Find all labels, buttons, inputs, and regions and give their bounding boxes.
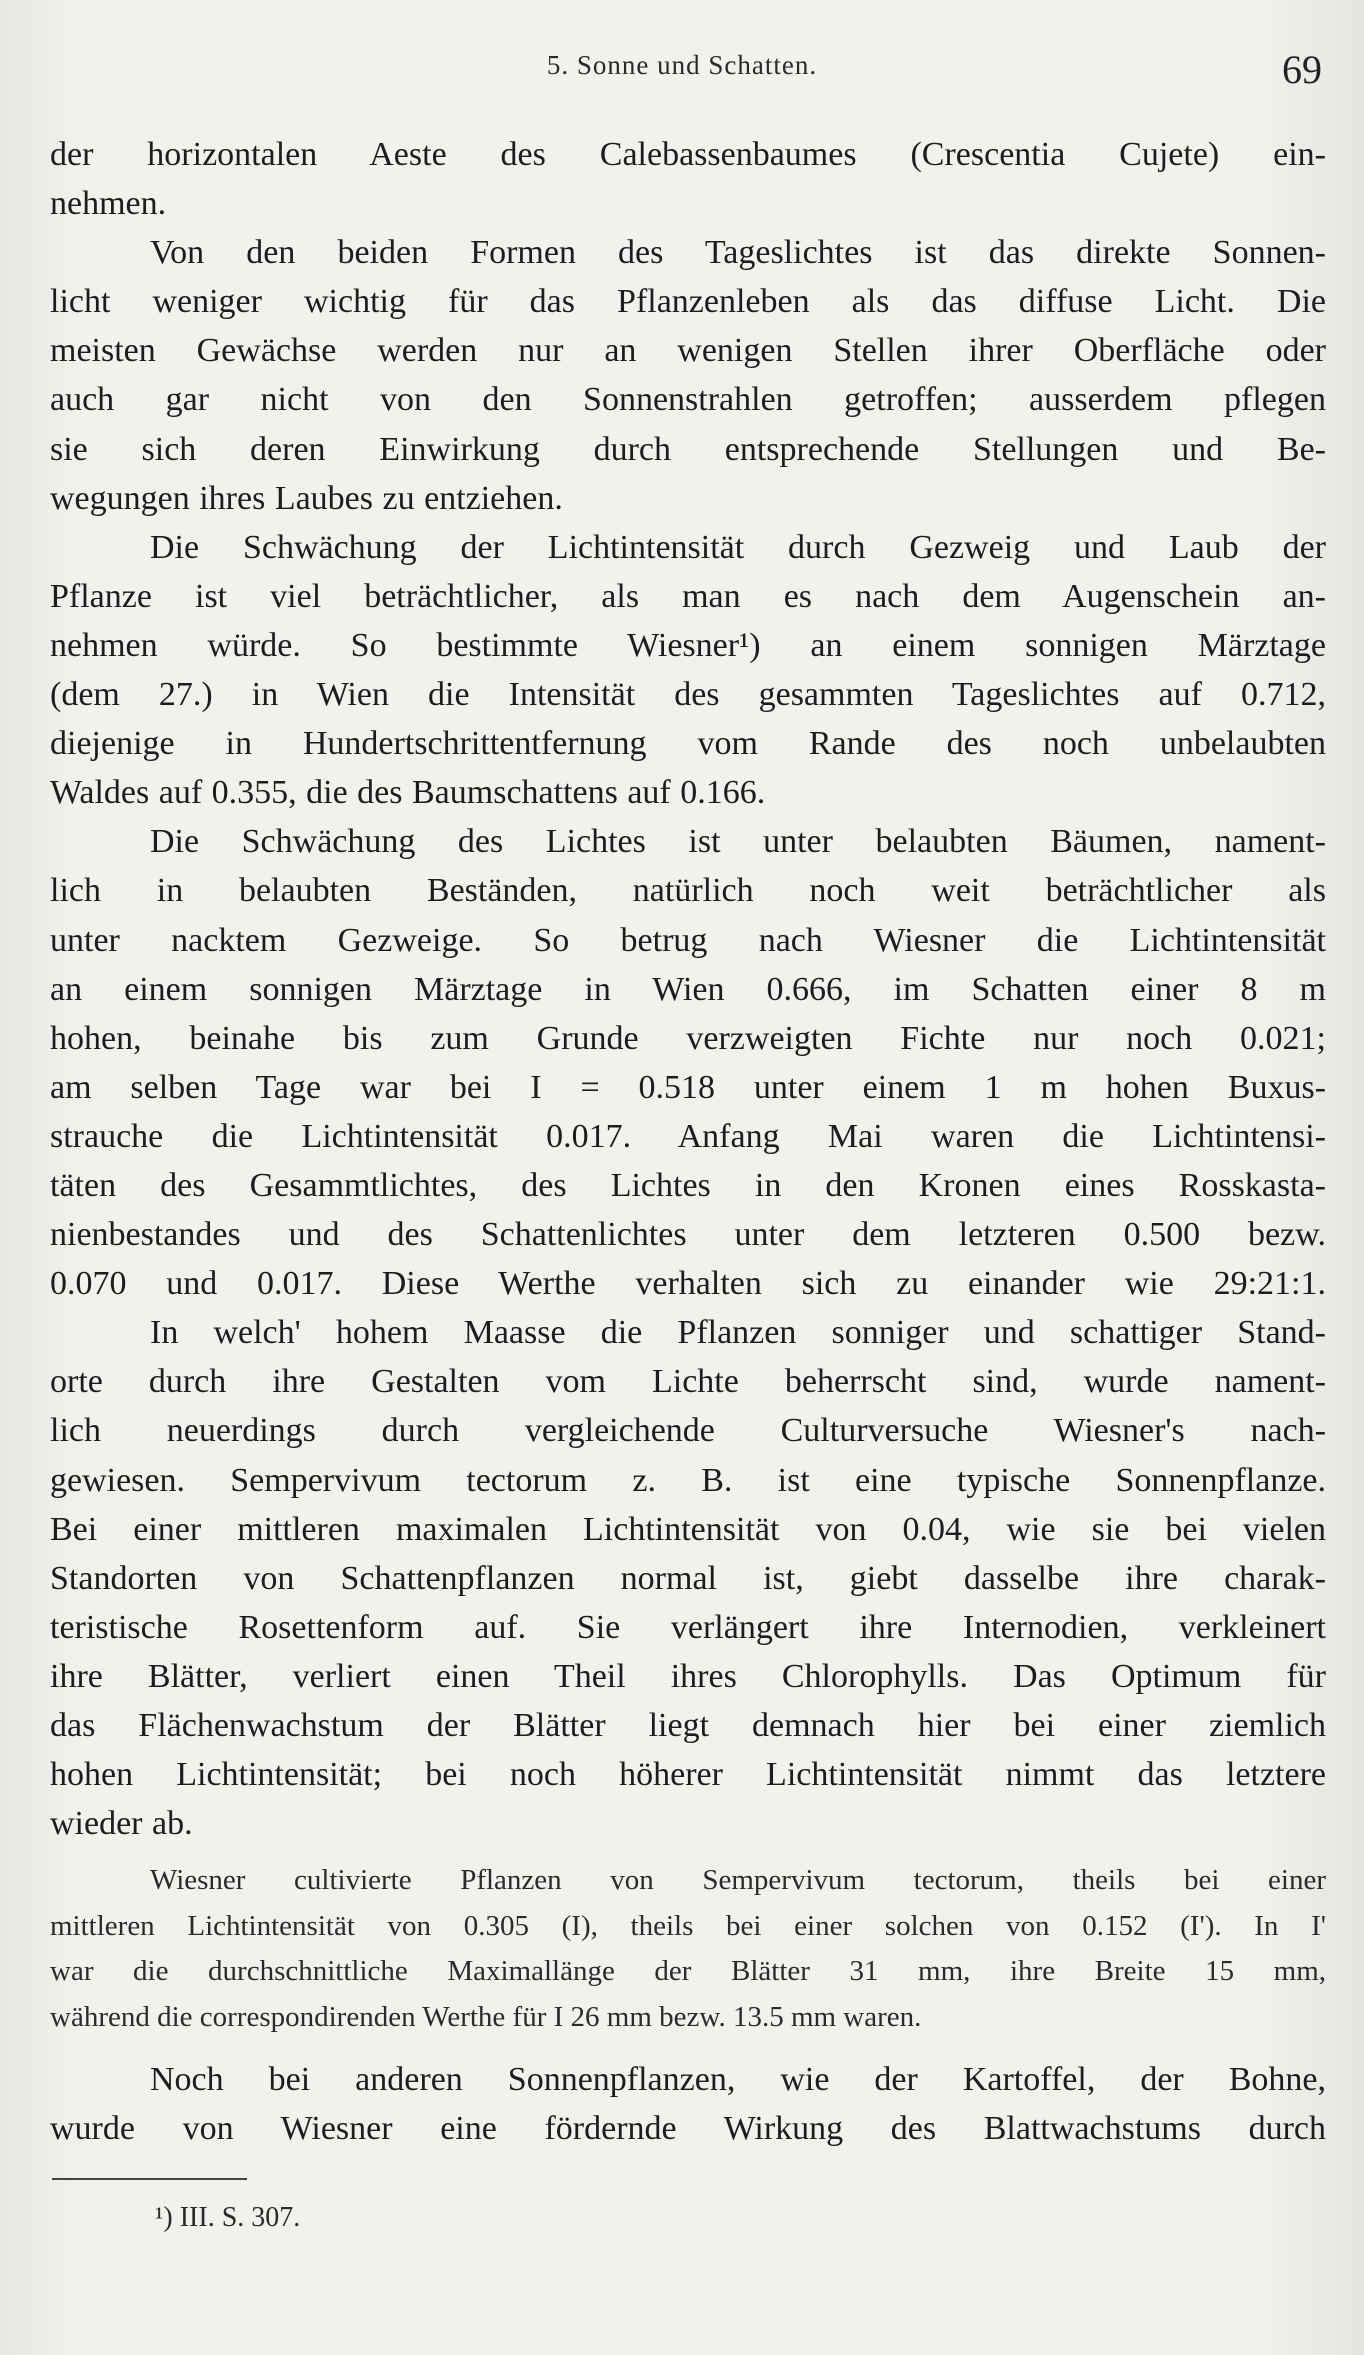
text-line: unter nacktem Gezweige. So betrug nach Wiesner die Lichtintensität xyxy=(50,921,1326,959)
text-line: lich neuerdings durch vergleichende Culturversuche Wiesner's nach- xyxy=(50,1412,1326,1450)
small-print-note xyxy=(50,1858,1326,2041)
note-line: mittleren Lichtintensität von 0.305 (I), theils bei einer solchen von 0.152 (I'). In I' xyxy=(50,1909,1326,1942)
text-line: am selben Tage war bei I = 0.518 unter einem 1 m hohen Buxus- xyxy=(50,1068,1326,1106)
note-line: Wiesner cultivierte Pflanzen von Sempervivum tectorum, theils bei einer xyxy=(150,1864,1326,1896)
text-line: Bei einer mittleren maximalen Lichtintensität von 0.04, wie sie bei vielen xyxy=(50,1510,1326,1548)
continued-text xyxy=(50,2055,1326,2153)
text-line: Standorten von Schattenpflanzen normal ist, giebt dasselbe ihre charak- xyxy=(50,1559,1326,1597)
text-line: lich in belaubten Beständen, natürlich noch weit beträchtlicher als xyxy=(50,872,1326,910)
page-number: 69 xyxy=(1282,47,1322,92)
note-line: war die durchschnittliche Maximallänge der Blätter 31 mm, ihre Breite 15 mm, xyxy=(50,1955,1326,1988)
text-line: wieder ab. xyxy=(50,1805,193,1843)
text-line: In welch' hohem Maasse die Pflanzen sonniger und schattiger Stand- xyxy=(150,1314,1326,1352)
footnote-divider xyxy=(52,2178,247,2180)
text-line: (dem 27.) in Wien die Intensität des gesammten Tageslichtes auf 0.712, xyxy=(50,676,1326,714)
chapter-heading: 5. Sonne und Schatten. xyxy=(546,50,818,80)
text-line: hohen Lichtintensität; bei noch höherer Lichtintensität nimmt das letztere xyxy=(50,1756,1326,1794)
text-line: ihre Blätter, verliert einen Theil ihres Chlorophylls. Das Optimum für xyxy=(50,1657,1326,1695)
text-line: Pflanze ist viel beträchtlicher, als man es nach dem Augenschein an- xyxy=(50,577,1326,615)
text-line: nienbestandes und des Schattenlichtes unter dem letzteren 0.500 bezw. xyxy=(50,1216,1326,1254)
text-line: wurde von Wiesner eine fördernde Wirkung des Blattwachstums durch xyxy=(50,2110,1326,2148)
text-line: 0.070 und 0.017. Diese Werthe verhalten sich zu einander wie 29:21:1. xyxy=(50,1265,1326,1303)
note-line: während die correspondirenden Werthe für I 26 mm bezw. 13.5 mm waren. xyxy=(50,2001,922,2034)
text-line: strauche die Lichtintensität 0.017. Anfang Mai waren die Lichtintensi- xyxy=(50,1117,1326,1155)
text-line: Die Schwächung der Lichtintensität durch Gezweig und Laub der xyxy=(150,528,1326,566)
running-head xyxy=(0,47,1364,100)
text-line: wegungen ihres Laubes zu entziehen. xyxy=(50,479,563,517)
text-line: sie sich deren Einwirkung durch entsprechende Stellungen und Be- xyxy=(50,430,1326,468)
text-line: hohen, beinahe bis zum Grunde verzweigten Fichte nur noch 0.021; xyxy=(50,1019,1326,1057)
text-line: teristische Rosettenform auf. Sie verlängert ihre Internodien, verkleinert xyxy=(50,1608,1326,1646)
text-line: Waldes auf 0.355, die des Baumschattens auf 0.166. xyxy=(50,774,766,812)
text-line: licht weniger wichtig für das Pflanzenleben als das diffuse Licht. Die xyxy=(50,283,1326,321)
text-line: auch gar nicht von den Sonnenstrahlen getroffen; ausserdem pflegen xyxy=(50,381,1326,419)
text-line: meisten Gewächse werden nur an wenigen Stellen ihrer Oberfläche oder xyxy=(50,332,1326,370)
text-line: Von den beiden Formen des Tageslichtes ist das direkte Sonnen- xyxy=(150,234,1326,272)
main-text xyxy=(50,130,1326,1848)
text-line: der horizontalen Aeste des Calebassenbaumes (Crescentia Cujete) ein- xyxy=(50,136,1326,173)
text-line: diejenige in Hundertschrittentfernung vom Rande des noch unbelaubten xyxy=(50,725,1326,763)
footnote: ¹) III. S. 307. xyxy=(155,2202,301,2233)
text-line: Die Schwächung des Lichtes ist unter belaubten Bäumen, nament- xyxy=(150,823,1326,861)
text-line: das Flächenwachstum der Blätter liegt demnach hier bei einer ziemlich xyxy=(50,1707,1326,1744)
text-line: orte durch ihre Gestalten vom Lichte beherrscht sind, wurde nament- xyxy=(50,1363,1326,1401)
text-line: gewiesen. Sempervivum tectorum z. B. ist eine typische Sonnenpflanze. xyxy=(50,1461,1326,1499)
text-line: nehmen würde. So bestimmte Wiesner¹) an einem sonnigen Märztage xyxy=(50,626,1326,664)
text-line: täten des Gesammtlichtes, des Lichtes in den Kronen eines Rosskasta- xyxy=(50,1166,1326,1204)
text-line: Noch bei anderen Sonnenpflanzen, wie der Kartoffel, der Bohne, xyxy=(150,2061,1326,2098)
text-line: nehmen. xyxy=(50,185,167,223)
text-line: an einem sonnigen Märztage in Wien 0.666, im Schatten einer 8 m xyxy=(50,970,1326,1008)
